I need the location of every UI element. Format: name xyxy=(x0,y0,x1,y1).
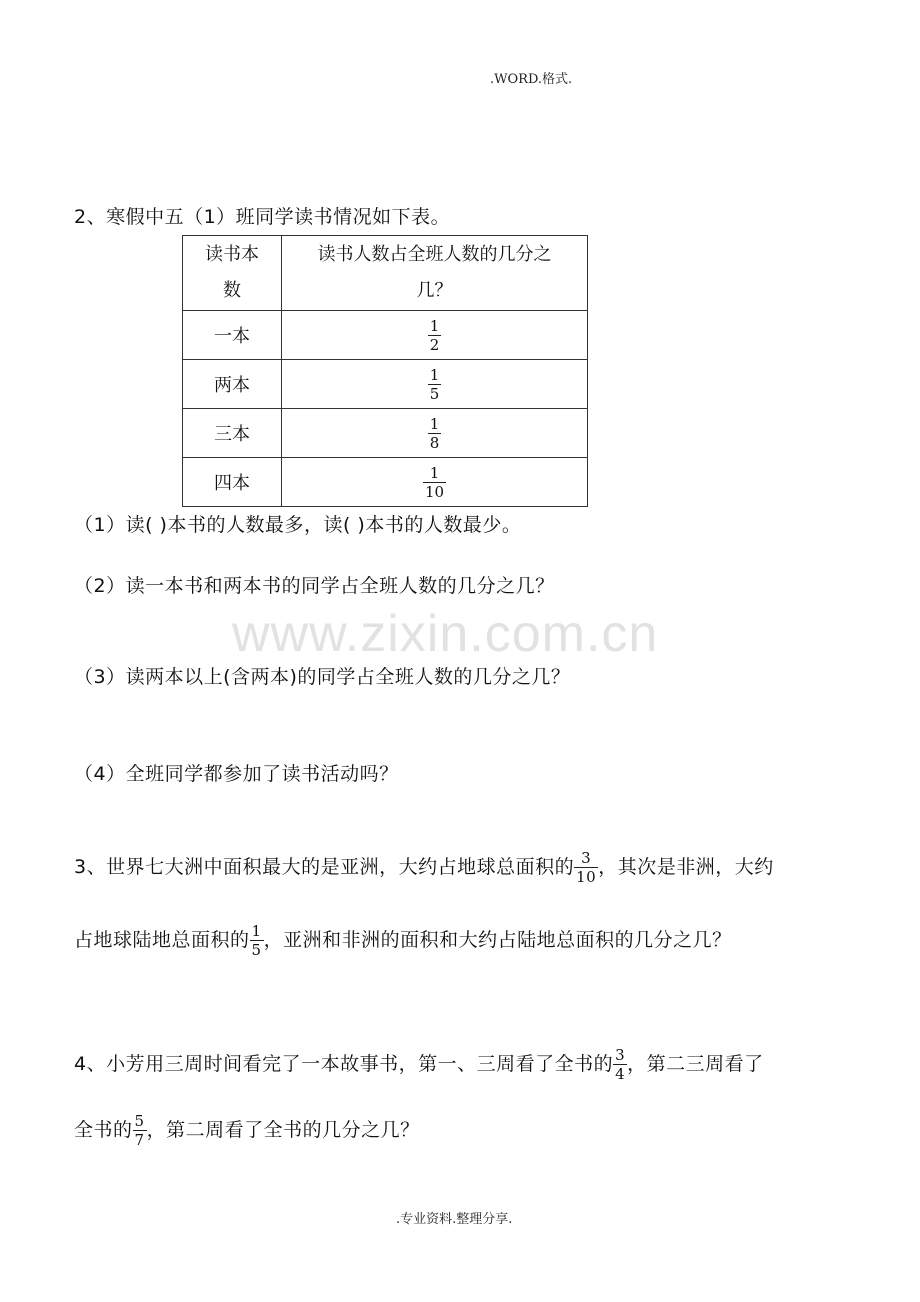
table-header-row xyxy=(183,236,588,311)
fraction-numerator: 1 xyxy=(429,365,440,384)
header-books-count-line2: 数 xyxy=(223,280,241,301)
fraction xyxy=(613,1046,627,1083)
header-books-count xyxy=(183,236,282,311)
fraction-denominator: 5 xyxy=(429,384,440,403)
q4-text-c: 全书的 xyxy=(74,1119,133,1141)
q3-text-b: ，其次是非洲，大约 xyxy=(598,856,774,878)
fraction xyxy=(428,415,442,452)
q3-text-d: ，亚洲和非洲的面积和大约占陆地总面积的几分之几？ xyxy=(263,929,732,951)
row-fraction xyxy=(282,458,588,507)
table-row xyxy=(183,360,588,409)
reading-table xyxy=(182,235,588,507)
fraction xyxy=(428,366,442,403)
watermark: www.zixin.com.cn xyxy=(232,605,659,663)
fraction xyxy=(250,922,264,959)
fraction-numerator: 3 xyxy=(615,1046,626,1064)
table-row xyxy=(183,311,588,360)
q3-text-c: 占地球陆地总面积的 xyxy=(74,929,250,951)
header-fraction-line1: 读书人数占全班人数的几分之 xyxy=(317,244,552,265)
sub-question-2: （2）读一本书和两本书的同学占全班人数的几分之几？ xyxy=(74,575,555,597)
question-4-line-1 xyxy=(74,1046,764,1083)
fraction-numerator: 1 xyxy=(429,414,440,433)
fraction-numerator: 5 xyxy=(134,1112,145,1130)
fraction xyxy=(574,849,598,886)
question-3-line-2 xyxy=(74,922,732,959)
page-footer: .专业资料.整理分享. xyxy=(396,1212,513,1227)
fraction-denominator: 7 xyxy=(134,1131,145,1149)
table-row xyxy=(183,409,588,458)
header-fraction xyxy=(282,236,588,311)
page-header: .WORD.格式. xyxy=(490,72,573,87)
fraction-denominator: 5 xyxy=(251,941,262,959)
row-label: 四本 xyxy=(183,458,282,507)
fraction xyxy=(423,464,446,501)
row-label: 一本 xyxy=(183,311,282,360)
question-3-line-1 xyxy=(74,849,774,886)
sub-question-4: （4）全班同学都参加了读书活动吗？ xyxy=(74,763,399,785)
q3-text-a: 3、世界七大洲中面积最大的是亚洲，大约占地球总面积的 xyxy=(74,856,575,878)
q4-text-a: 4、小芳用三周时间看完了一本故事书，第一、三周看了全书的 xyxy=(74,1053,614,1075)
question-2-title: 2、寒假中五（1）班同学读书情况如下表。 xyxy=(74,206,451,228)
header-fraction-line2: 几？ xyxy=(416,280,453,301)
row-label: 三本 xyxy=(183,409,282,458)
fraction-numerator: 1 xyxy=(429,463,440,482)
fraction-numerator: 3 xyxy=(581,849,592,867)
table-row xyxy=(183,458,588,507)
header-books-count-line1: 读书本 xyxy=(205,244,259,265)
fraction xyxy=(133,1112,147,1149)
sub-question-3: （3）读两本以上(含两本)的同学占全班人数的几分之几？ xyxy=(74,666,571,688)
fraction-denominator: 10 xyxy=(576,868,597,886)
row-fraction xyxy=(282,311,588,360)
fraction-denominator: 4 xyxy=(615,1065,626,1083)
fraction-denominator: 8 xyxy=(429,433,440,452)
q4-text-b: ，第二三周看了 xyxy=(627,1053,764,1075)
q4-text-d: ，第二周看了全书的几分之几？ xyxy=(146,1119,420,1141)
fraction-numerator: 1 xyxy=(251,922,262,940)
fraction-numerator: 1 xyxy=(429,316,440,335)
question-4-line-2 xyxy=(74,1112,420,1149)
sub-question-1: （1）读( )本书的人数最多，读( )本书的人数最少。 xyxy=(74,514,522,536)
fraction-denominator: 2 xyxy=(429,335,440,354)
row-fraction xyxy=(282,409,588,458)
fraction-denominator: 10 xyxy=(424,482,445,501)
row-label: 两本 xyxy=(183,360,282,409)
fraction xyxy=(428,317,442,354)
row-fraction xyxy=(282,360,588,409)
